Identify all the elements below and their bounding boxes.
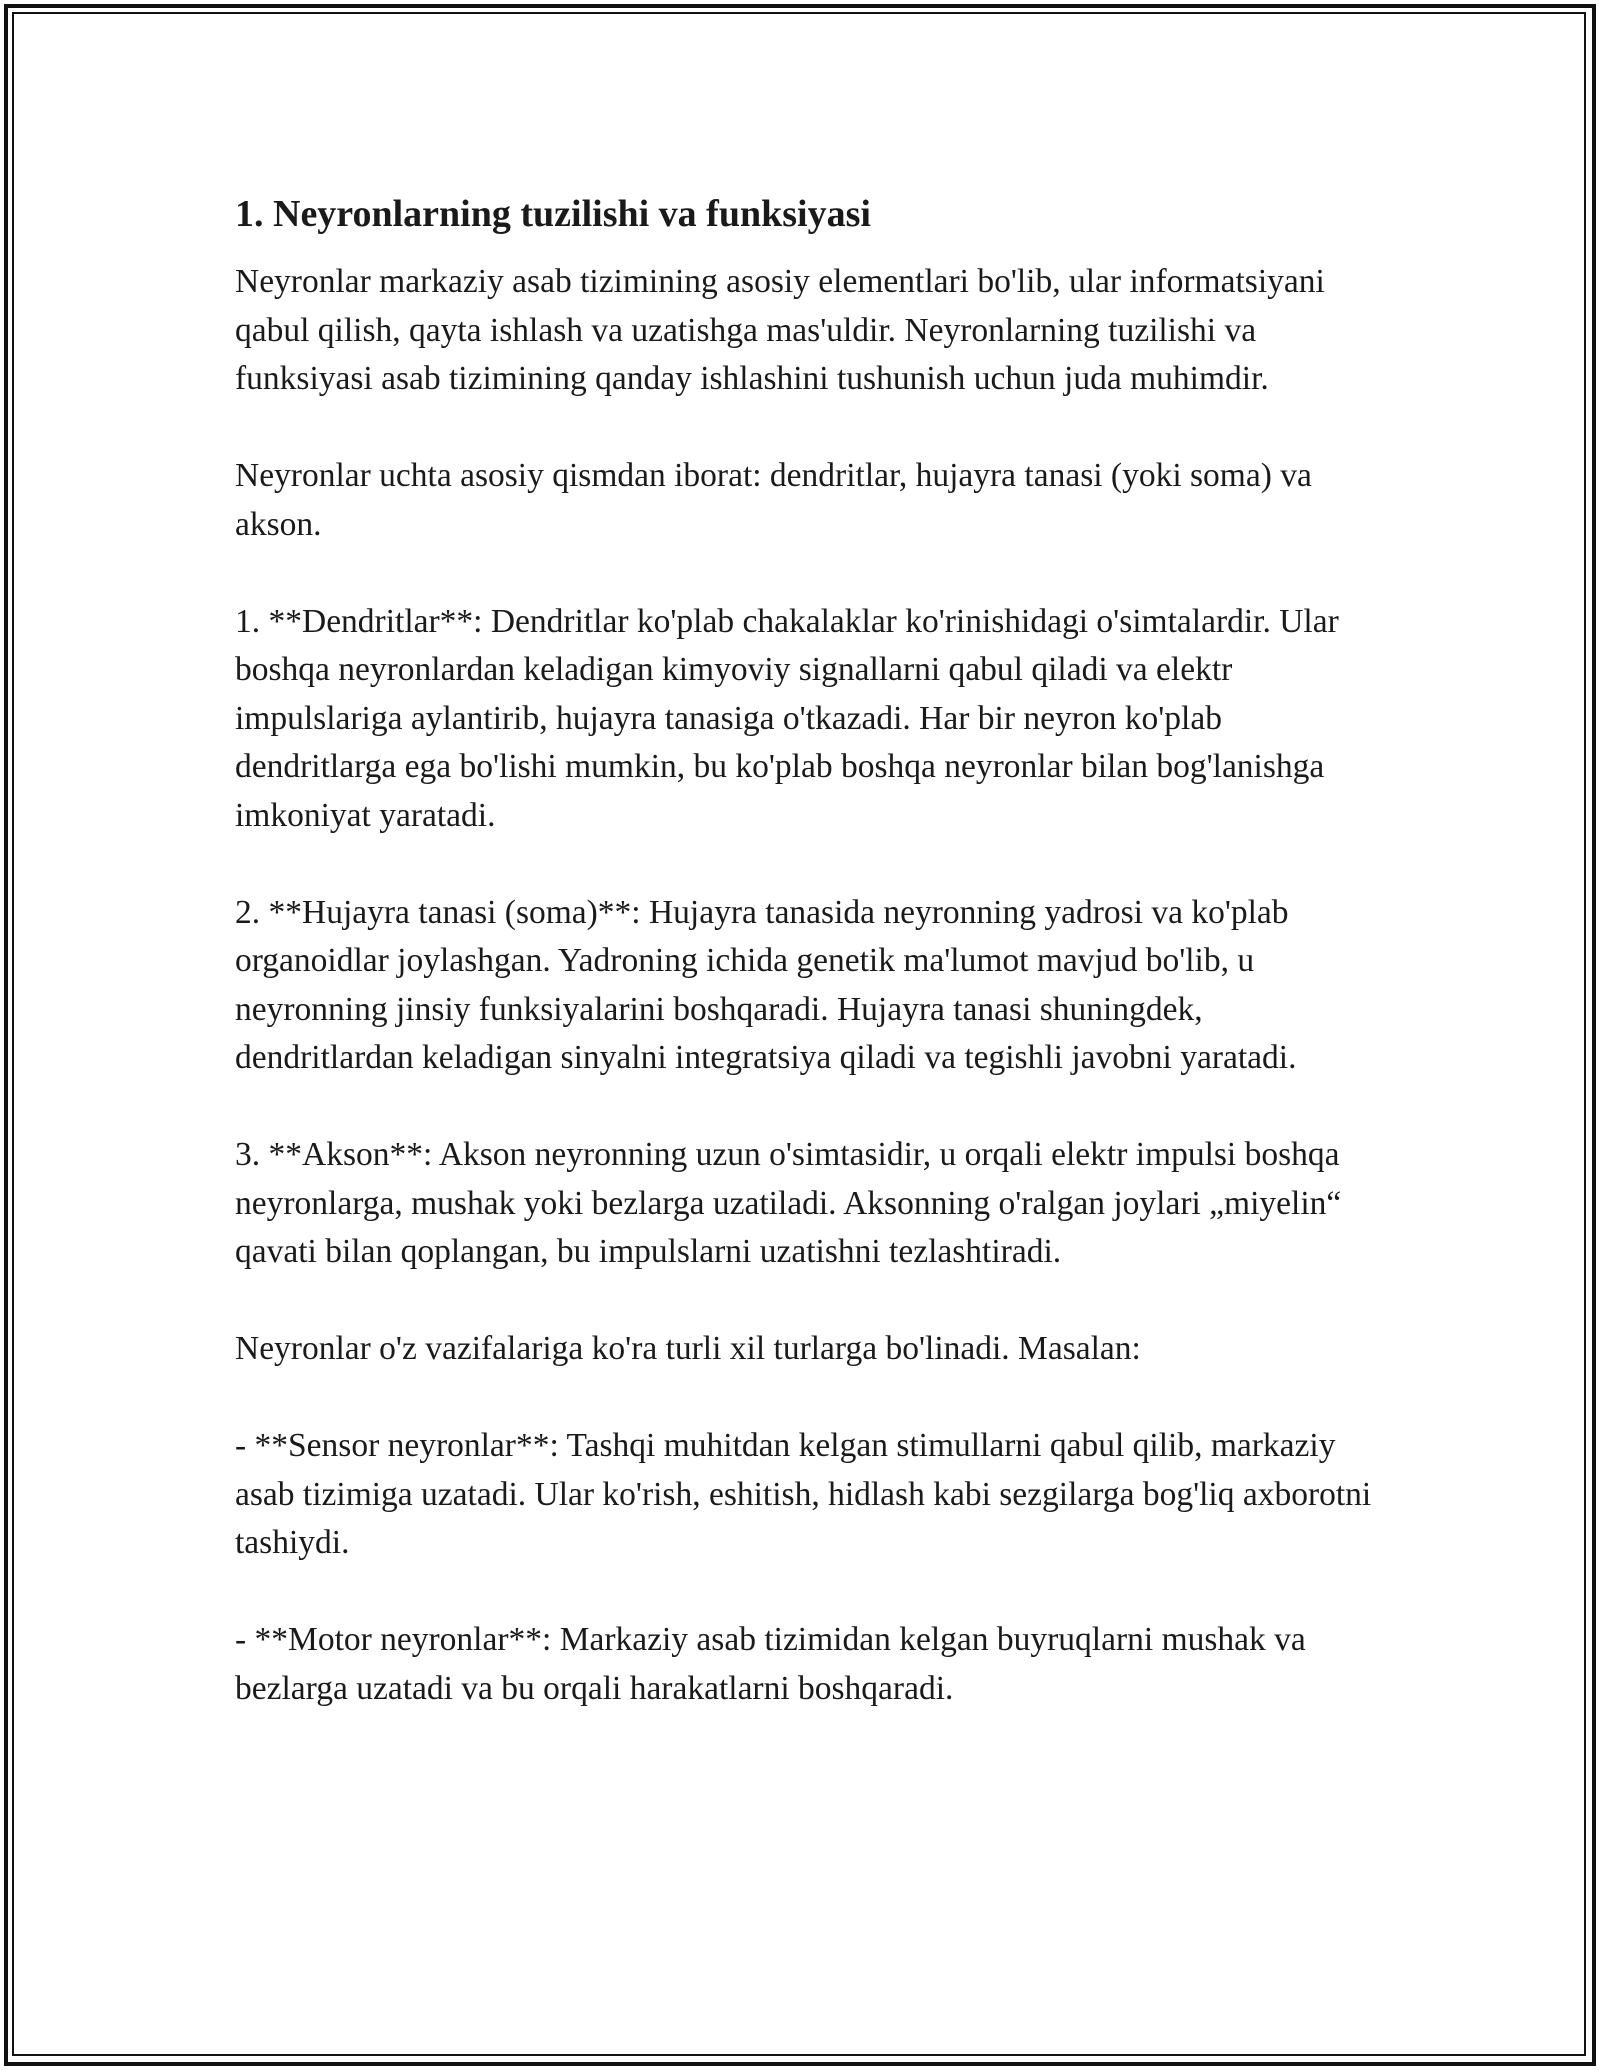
paragraph-types: Neyronlar o'z vazifalariga ko'ra turli xil turlarga bo'linadi. Masalan:	[235, 1330, 1141, 1367]
document-body	[235, 186, 1375, 1713]
paragraph-axon: 3. **Akson**: Akson neyronning uzun o'simtasidir, u orqali elektr impulsi boshqa neyronlarga, mushak yoki bezlarga uzatiladi. Aksonning o'ralgan joylari „miyelin“ qavati bilan qoplangan, bu impulslarni uzatishni tezlashtiradi.	[235, 1136, 1342, 1270]
paragraph-dendrites: 1. **Dendritlar**: Dendritlar ko'plab chakalaklar ko'rinishidagi o'simtalardir. Ular boshqa neyronlardan keladigan kimyoviy signallarni qabul qiladi va elektr impulslariga aylantirib, hujayra tanasiga o'tkazadi. Har bir neyron ko'plab dendritlarga ega bo'lishi mumkin, bu ko'plab boshqa neyronlar bilan bog'lanishga imkoniyat yaratadi.	[235, 602, 1339, 834]
paragraph-intro: Neyronlar markaziy asab tizimining asosiy elementlari bo'lib, ular informatsiyani qabul qilish, qayta ishlash va uzatishga mas'uldir. Neyronlarning tuzilishi va funksiyasi asab tizimining qanday ishlashini tushunish uchun juda muhimdir.	[235, 263, 1325, 397]
paragraph-soma: 2. **Hujayra tanasi (soma)**: Hujayra tanasida neyronning yadrosi va ko'plab organoidlar joylashgan. Yadroning ichida genetik ma'lumot mavjud bo'lib, u neyronning jinsiy funksiyalarini boshqaradi. Hujayra tanasi shuningdek, dendritlardan keladigan sinyalni integratsiya qiladi va tegishli javobni yaratadi.	[235, 893, 1297, 1076]
section-heading: 1. Neyronlarning tuzilishi va funksiyasi	[235, 193, 871, 235]
paragraph-parts: Neyronlar uchta asosiy qismdan iborat: dendritlar, hujayra tanasi (yoki soma) va akson.	[235, 457, 1312, 543]
paragraph-sensor-neurons: - **Sensor neyronlar**: Tashqi muhitdan kelgan stimullarni qabul qilib, markaziy asab tizimiga uzatadi. Ular ko'rish, eshitish, hidlash kabi sezgilarga bog'liq axborotni tashiydi.	[235, 1427, 1372, 1561]
paragraph-motor-neurons: - **Motor neyronlar**: Markaziy asab tizimidan kelgan buyruqlarni mushak va bezlarga uzatadi va bu orqali harakatlarni boshqaradi.	[235, 1621, 1306, 1707]
